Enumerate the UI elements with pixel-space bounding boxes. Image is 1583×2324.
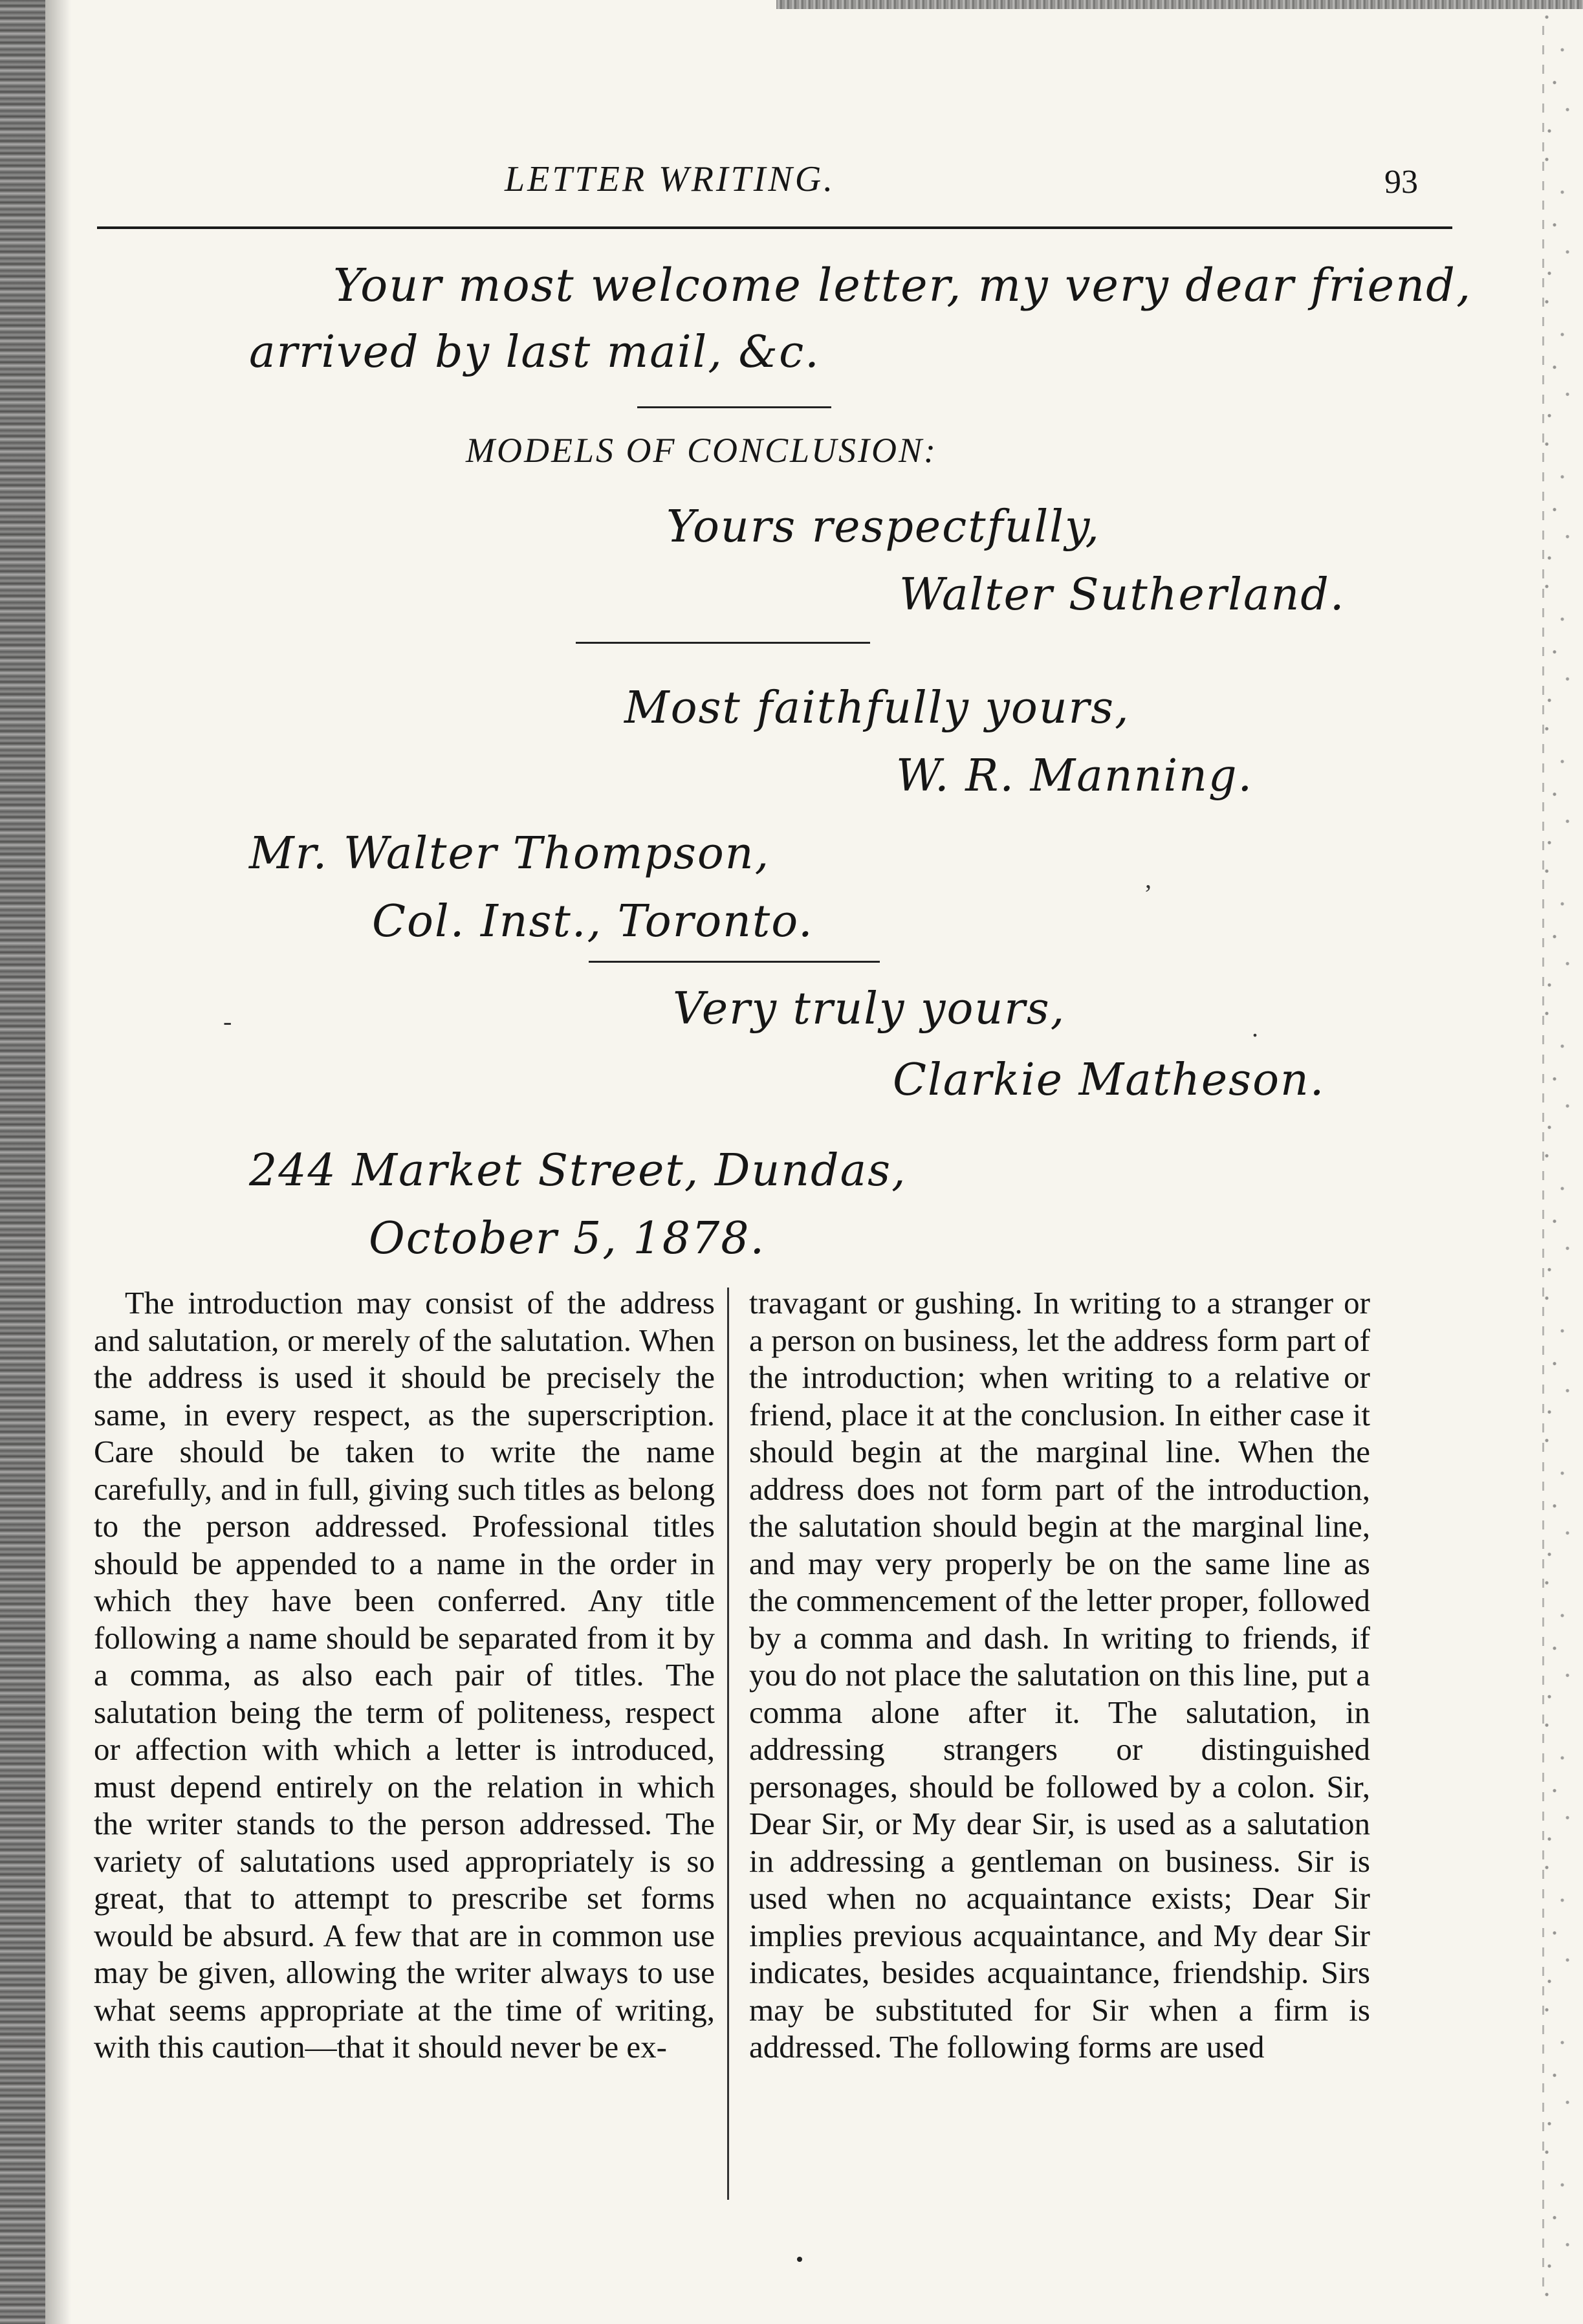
signature-sutherland: Walter Sutherland. — [899, 569, 1346, 620]
closing-faithfully: Most faithfully yours, — [624, 683, 1130, 734]
binding-shadow — [45, 0, 71, 2324]
stray-mark: , — [1145, 864, 1152, 893]
header-rule — [97, 226, 1452, 229]
body-left-column: The introduction may consist of the address and salutation, or merely of the salutation. When the address is used it should be precisely the same, in every respect, as the superscription. Care should be taken to write the name carefully, and in full, giving such titles as belong to the person addressed. Professional titles should be appended to a name in the order in which they have been conferred. Any title following a name should be separated from it by a comma, as also each pair of titles. The salutation being the term of politeness, respect or affection with which a letter is introduced, must depend entirely on the relation in which the writer stands to the person addressed. The variety of salutations used appropriately is so great, that to attempt to prescribe set forms would be absurd. A few that are in common use may be given, allowing the writer always to use what seems appropriate at the time of writing, with this caution—that it should never be ex- — [94, 1285, 715, 2065]
column-divider — [727, 1288, 729, 2200]
section-title: MODELS OF CONCLUSION: — [466, 431, 938, 470]
date-street: 244 Market Street, Dundas, — [249, 1145, 907, 1196]
book-binding-edge — [0, 0, 45, 2324]
body-right-column: travagant or gushing. In writing to a stranger or a person on business, let the address form part of the introduction; when writing to a relative or friend, place it at the conclusion. In either case it should begin at the marginal line. When the address does not form part of the introduction, the salutation should begin at the marginal line, and may very properly be on the same line as the commencement of the letter proper, followed by a comma and dash. In writing to friends, if you do not place the salutation on this line, put a comma alone after it. The salutation, in addressing strangers or distinguished personages, should be followed by a colon. Sir, Dear Sir, or My dear Sir, is used as a salutation in addressing a gentleman on business. Sir is used when no acquaintance exists; Dear Sir implies previous acquaintance, and My dear Sir indicates, besides acquaintance, friendship. Sirs may be substituted for Sir when a firm is addressed. The following forms are used — [749, 1285, 1370, 2065]
page-number: 93 — [1384, 164, 1418, 201]
closing-very-truly: Very truly yours, — [673, 983, 1066, 1035]
intro-example-line-1: Your most welcome letter, my very dear friend, — [333, 259, 1472, 312]
page-right-edge-rule — [1542, 26, 1544, 2290]
signature-matheson: Clarkie Matheson. — [893, 1055, 1326, 1106]
stray-mark: - — [223, 1007, 232, 1036]
signature-manning: W. R. Manning. — [896, 751, 1254, 802]
stray-mark: . — [1252, 1013, 1258, 1042]
divider-rule — [637, 406, 831, 408]
intro-example-line-2: arrived by last mail, &c. — [249, 327, 820, 378]
page-right-edge-speckle — [1531, 0, 1583, 2324]
running-title: LETTER WRITING. — [505, 159, 836, 199]
stray-dot — [797, 2257, 802, 2262]
address-place: Col. Inst., Toronto. — [372, 896, 814, 947]
date-line: October 5, 1878. — [369, 1213, 766, 1264]
address-name: Mr. Walter Thompson, — [249, 828, 770, 879]
page-top-edge — [776, 0, 1583, 9]
closing-respectfully: Yours respectfully, — [666, 501, 1101, 553]
divider-rule — [589, 961, 880, 963]
divider-rule — [576, 642, 870, 644]
